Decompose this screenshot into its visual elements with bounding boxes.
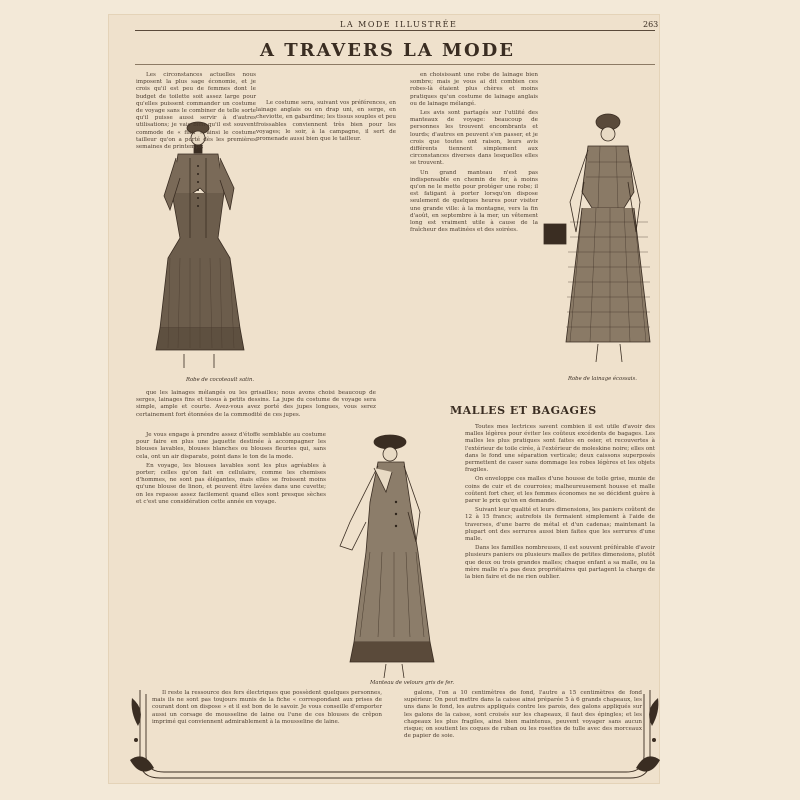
figure-caption: Manteau de velours gris de fer. — [370, 680, 455, 686]
paragraph: Toutes mes lectrices savent combien il est utile d'avoir des malles légères pour éviter les coûteux excédents de bagages. Les malles les plus pratiques sont faites en osier, et recouvertes à l'extérieur de toile cirée, à l'extérieur de moleskine noire; elles ont dans le fond une séparation verticale; deux caissons superposés permettent de caser sans dommage les robes légères et les objets fragiles. — [465, 424, 655, 474]
text-column-left-top — [136, 72, 256, 151]
paragraph: En voyage, les blouses lavables sont les plus agréables à porter; celles qu'on fait en cellulaire, comme les chemises d'hommes, ne sont pas élégantes, mais elles se froissent moins qu'une blouse de linon, et peuvent être lavées dans une cuvette; on les repasse assez facilement quand elles sont presque sèches et c'est une considération cette année en voyage. — [136, 462, 326, 505]
text-column-right-top — [410, 72, 538, 402]
paragraph: On enveloppe ces malles d'une housse de toile grise, munie de coins de cuir et de courroies; malheureusement housse et malle coûtent fort cher, et les femmes économes ne se décident guère à parer le prix qu'on en demande. — [465, 476, 655, 505]
page-number: 263 — [643, 20, 659, 29]
paragraph: galons, l'on a 10 centimètres de fond, l'autre a 15 centimètres de fond supérieur. On peut mettre dans la caisse ainsi préparée 5 à 6 grands chapeaux, les uns dans le fond, les autres appliqués contre les parois, des galons appliqués sur les galons de la caisse, sont croisés sur les chapeaux, il faut des épingles; et les chapeaux les plus fragiles, ainsi bien maintenus, peuvent voyager sans aucun risque; on soutient les coques de ruban ou les rosettes de tulle avec des morceaux de papier de soie. — [404, 690, 642, 740]
paragraph: que les lainages mélangés ou les grisailles; nous avons choisi beaucoup de serges, lainages fins et tissus à petits dessins. La jupe du costume de voyage sera simple, ample et courte. Avez-vous avez porté des jupes longues, vous serez certainement fort étonnées de la commodité de ces jupes. — [136, 390, 376, 418]
fashion-figure-coat — [330, 432, 460, 682]
paragraph: Il reste la ressource des fers électriques que possèdent quelques personnes, mais ils ne sont pas toujours munis de la fiche « correspondant aux prises de courant dont on dispose » et il est bon de le savoir. Je vous conseille d'emporter aussi un corsage de mousseline de laine ou l'une de ces blouses de crêpon imprimé qui conviennent admirablement à la mousseline de laine. — [152, 690, 382, 725]
figure-caption: Robe de cocoteault satin. — [186, 377, 255, 383]
text-column-left-mid — [136, 390, 376, 430]
paragraph: Un grand manteau n'est pas indispensable en chemin de fer, à moins qu'on ne le mette pour protéger une robe; il est fatigant à porter lorsqu'on dispose seulement de quelques heures pour visiter une grande ville: à la montagne, vers la fin d'août, en septembre à la mer, un vêtement long est vraiment utile à cause de la fraîcheur des matinées et des soirées. — [410, 169, 538, 234]
paragraph: Les circonstances actuelles nous imposent la plus sage économie, et je crois qu'il est peu de femmes dont le budget de toilette soit assez large pour qu'elles puissent commander un costume de voyage sans le combiner de telle sorte qu'il puisse aussi servir à d'autres utilisations; je vais bien qu'il est souvent commode de « finir » ainsi le costume tailleur qu'on a porté dès les premières semaines de printemps; — [136, 72, 256, 151]
text-column-right-low — [465, 424, 655, 682]
paragraph: Dans les familles nombreuses, il est souvent préférable d'avoir plusieurs paniers ou plusieurs malles de petites dimensions, plutôt que deux ou trois grandes malles; chaque enfant a sa malle, ou la mère malle n'a pas deux propriétaires qui partagent la charge de la bien faire et de ne rien oublier. — [465, 545, 655, 581]
paragraph: en choisissant une robe de lainage bien sombre; mais je vous ai dit combien ces robes-là étaient plus chères et moins pratiques qu'un costume de lainage anglais ou de lainage mélangé. — [410, 72, 538, 107]
text-column-center — [256, 100, 396, 390]
paragraph: Je vous engage à prendre assez d'étoffe semblable au costume pour faire en plus une jaquette destinée à accompagner les blouses lavables, blouses blanches ou blouses fleuries qui, sans cela, ont un air disparate, point dans le ton de la mode. — [136, 432, 326, 460]
title-rule — [135, 64, 655, 65]
article-title: A TRAVERS LA MODE — [260, 40, 515, 61]
paragraph: Le costume sera, suivant vos préférences, en lainage anglais ou en drap uni, en serge, en cheviotte, en gabardine; les tissus souples et peu froissables conviennent très bien pour les voyages; le soir, à la campagne, il sert de promenade aussi bien que le tailleur. — [256, 100, 396, 143]
header-rule — [135, 30, 655, 31]
figure-caption: Robe de lainage écossais. — [568, 376, 637, 382]
paragraph: Suivant leur qualité et leurs dimensions, les paniers coûtent de 12 à 15 francs; autrefois ils fermaient simplement à l'aide de traverses, d'une barre de métal et d'un cadenas; maintenant la plupart ont des serrures aussi bien faites que les serrures d'une malle. — [465, 507, 655, 543]
ornamental-border — [130, 690, 660, 780]
paragraph: Les avis sont partagés sur l'utilité des manteaux de voyage: beaucoup de personnes les trouvent encombrants et lourds; d'autres en peuvent s'en passer, et je crois que toutes ont raison, leurs avis différents tiennent simplement aux circonstances diverses dans lesquelles elles se trouvent. — [410, 110, 538, 167]
publication-header: LA MODE ILLUSTRÉE — [340, 20, 458, 29]
section-heading: MALLES ET BAGAGES — [450, 404, 597, 417]
text-column-left-low — [136, 432, 326, 672]
fashion-figure-plaid — [540, 112, 660, 372]
fashion-figure-suit — [140, 118, 250, 373]
